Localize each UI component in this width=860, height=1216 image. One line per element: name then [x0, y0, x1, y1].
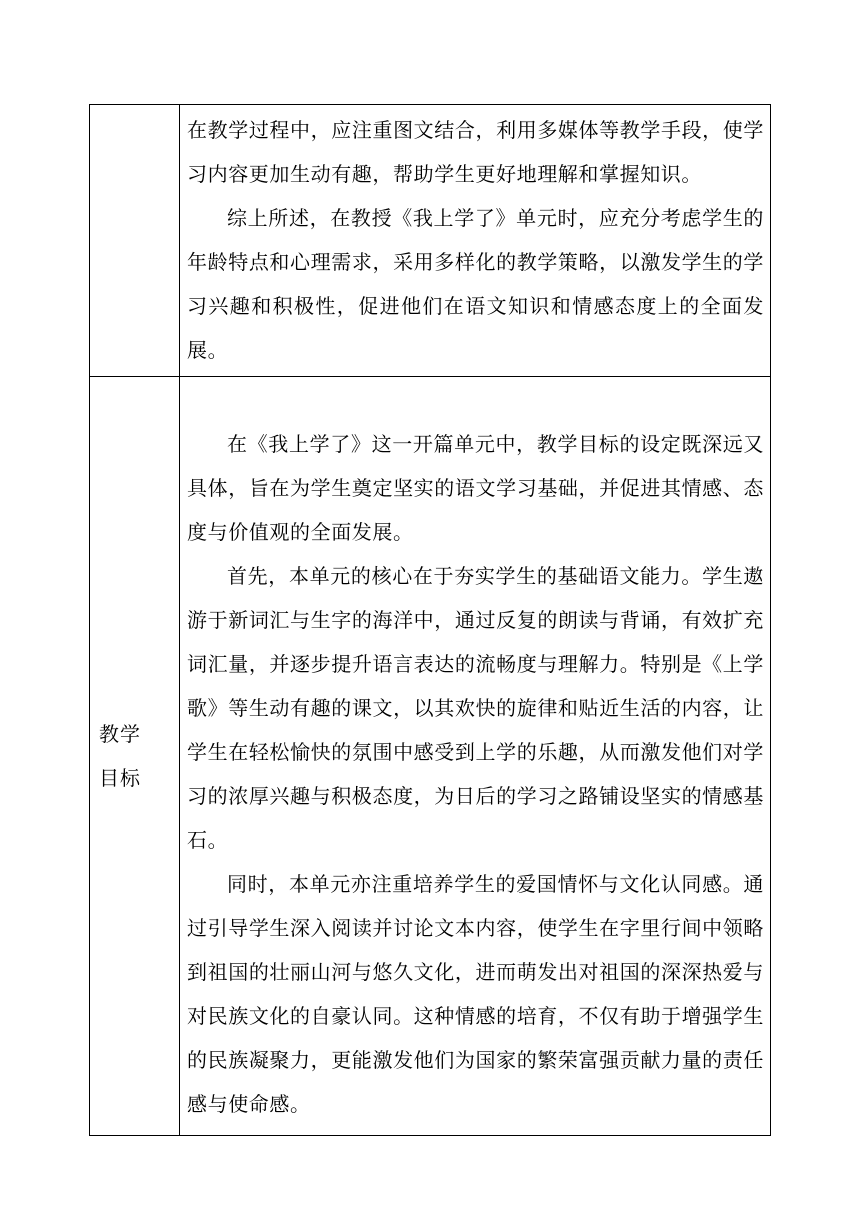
paragraph: 首先，本单元的核心在于夯实学生的基础语文能力。学生遨游于新词汇与生字的海洋中，通过反复的朗读与背诵，有效扩充词汇量，并逐步提升语言表达的流畅度与理解力。特别是《上学歌》等生动有趣的课文，以其欢快的旋律和贴近生活的内容，让学生在轻松愉快的氛围中感受到上学的乐趣，从而激发他们对学习的浓厚兴趣与积极态度，为日后的学习之路铺设坚实的情感基石。 — [187, 564, 764, 852]
row-label-cell — [90, 377, 180, 1136]
row-label-line: 教学 — [99, 722, 141, 746]
row-content-cell — [180, 377, 771, 1136]
table-row — [90, 105, 771, 377]
row-label-line: 目标 — [99, 766, 141, 790]
lesson-plan-table — [89, 104, 771, 1136]
paragraph: 综上所述，在教授《我上学了》单元时，应充分考虑学生的年龄特点和心理需求，采用多样化的教学策略，以激发学生的学习兴趣和积极性，促进他们在语文知识和情感态度上的全面发展。 — [187, 206, 764, 362]
paragraph: 同时，本单元亦注重培养学生的爱国情怀与文化认同感。通过引导学生深入阅读并讨论文本内容，使学生在字里行间中领略到祖国的壮丽山河与悠久文化，进而萌发出对祖国的深深热爱与对民族文化的自豪认同。这种情感的培育，不仅有助于增强学生的民族凝聚力，更能激发他们为国家的繁荣富强贡献力量的责任感与使命感。 — [187, 872, 764, 1116]
paragraph: 在教学过程中，应注重图文结合，利用多媒体等教学手段，使学习内容更加生动有趣，帮助学生更好地理解和掌握知识。 — [187, 118, 764, 186]
table-row — [90, 377, 771, 1136]
paragraph: 在《我上学了》这一开篇单元中，教学目标的设定既深远又具体，旨在为学生奠定坚实的语文学习基础，并促进其情感、态度与价值观的全面发展。 — [187, 432, 764, 544]
row-label-cell-empty — [90, 105, 180, 377]
row-content-cell — [180, 105, 771, 377]
